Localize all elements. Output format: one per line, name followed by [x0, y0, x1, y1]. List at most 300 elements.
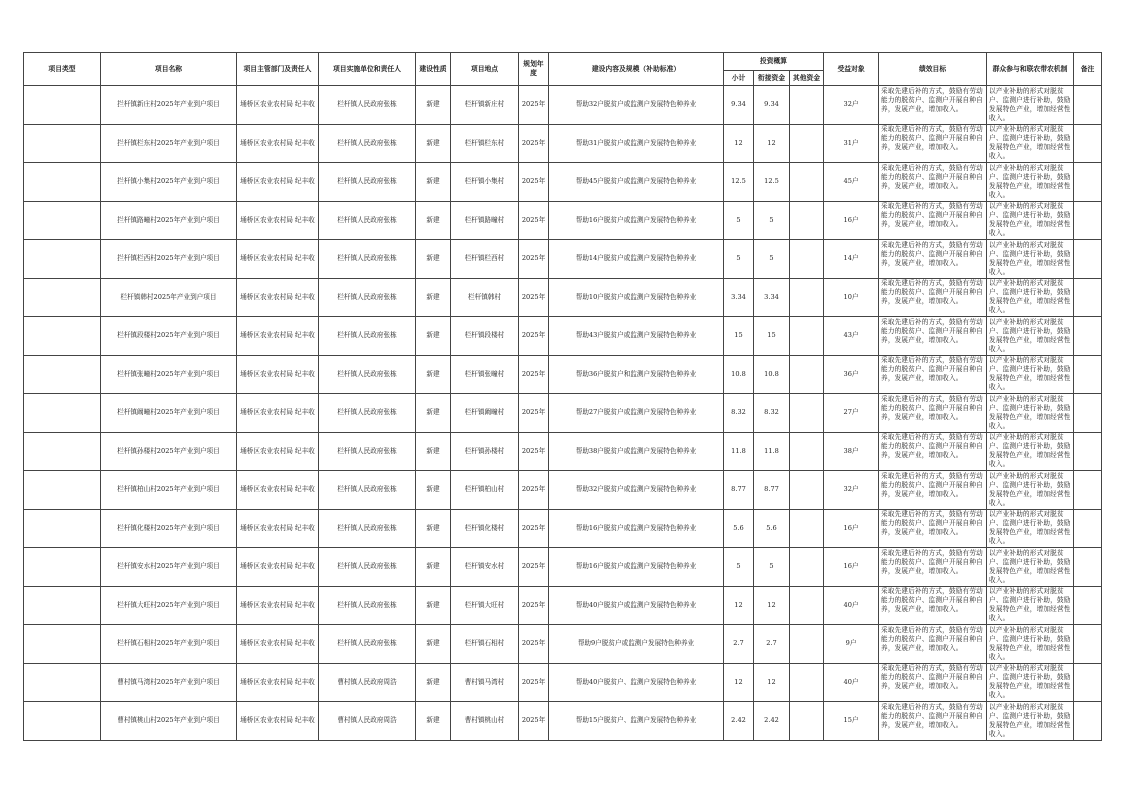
cell-nature: 新建: [416, 663, 451, 702]
cell-mech: [987, 702, 1074, 741]
cell-goal-text: 采取先建后补的方式，鼓励有劳动能力的脱贫户、监测户开展自种自养，发展产业，增加收入。: [881, 702, 983, 729]
cell-content: 帮助9户脱贫户或监测户发展特色种养业: [549, 625, 724, 664]
cell-goal: [879, 548, 987, 587]
cell-subtotal: 12: [724, 124, 754, 163]
header-place: 项目地点: [451, 53, 519, 86]
cell-place: 栏杆镇阚疃村: [451, 394, 519, 433]
cell-fund: 11.8: [754, 432, 790, 471]
cell-type: [24, 663, 101, 702]
cell-note: [1074, 240, 1102, 279]
cell-note: [1074, 278, 1102, 317]
cell-impl: 栏杆镇人民政府张栋: [319, 586, 416, 625]
table-row: [24, 317, 1102, 356]
table-row: [24, 86, 1102, 125]
cell-goal-text: 采取先建后补的方式，鼓励有劳动能力的脱贫户、监测户开展自种自养，发展产业，增加收入。: [881, 163, 983, 190]
cell-other: [790, 278, 824, 317]
cell-other: [790, 201, 824, 240]
cell-goal: [879, 586, 987, 625]
cell-benef: 32户: [824, 86, 879, 125]
cell-mech: [987, 278, 1074, 317]
cell-goal-text: 采取先建后补的方式，鼓励有劳动能力的脱贫户、监测户开展自种自养，发展产业，增加收入。: [881, 317, 983, 344]
cell-place: 栏杆镇柏山村: [451, 471, 519, 510]
cell-place: 栏杆镇大旺村: [451, 586, 519, 625]
cell-subtotal: 2.7: [724, 625, 754, 664]
cell-goal: [879, 702, 987, 741]
cell-subtotal: 8.77: [724, 471, 754, 510]
cell-subtotal: 5.6: [724, 509, 754, 548]
cell-dept: 埇桥区农业农村局 纪丰收: [237, 548, 319, 587]
cell-name: 曹村镇马湾村2025年产业到户项目: [101, 663, 237, 702]
cell-place: 曹村镇马湾村: [451, 663, 519, 702]
cell-name: 栏杆镇韩村2025年产业到户项目: [101, 278, 237, 317]
cell-fund: 2.7: [754, 625, 790, 664]
cell-goal: [879, 86, 987, 125]
cell-mech: [987, 548, 1074, 587]
cell-benef: 40户: [824, 586, 879, 625]
cell-fund: 9.34: [754, 86, 790, 125]
cell-benef: 40户: [824, 663, 879, 702]
cell-name: 拦杆镇新庄村2025年产业到户项目: [101, 86, 237, 125]
cell-goal-text: 采取先建后补的方式，鼓励有劳动能力的脱贫户、监测户开展自种自养，发展产业，增加收入。: [881, 356, 983, 382]
cell-nature: 新建: [416, 201, 451, 240]
cell-subtotal: 2.42: [724, 702, 754, 741]
cell-mech-text: 以产业补助的形式对脱贫户、监测户进行补助，鼓励发展特色产业，增加经营性收入。: [989, 471, 1071, 507]
table-row: [24, 432, 1102, 471]
table-row: [24, 201, 1102, 240]
header-invest: 投资概算: [724, 53, 824, 71]
header-impl: 项目实施单位和责任人: [319, 53, 416, 86]
cell-other: [790, 663, 824, 702]
cell-fund: 8.32: [754, 394, 790, 433]
cell-mech: [987, 201, 1074, 240]
cell-dept: 埇桥区农业农村局 纪丰收: [237, 201, 319, 240]
cell-type: [24, 163, 101, 202]
table-row: [24, 663, 1102, 702]
cell-impl: 栏杆镇人民政府张栋: [319, 355, 416, 394]
cell-type: [24, 548, 101, 587]
cell-fund: 5.6: [754, 509, 790, 548]
cell-goal-text: 采取先建后补的方式，鼓励有劳动能力的脱贫户、监测户开展自种自养，发展产业，增加收入。: [881, 202, 983, 228]
table-row: [24, 240, 1102, 279]
cell-fund: 5: [754, 240, 790, 279]
header-type: 项目类型: [24, 53, 101, 86]
table-row: [24, 586, 1102, 625]
cell-place: 栏杆镇路疃村: [451, 201, 519, 240]
cell-dept: 埇桥区农业农村局 纪丰收: [237, 663, 319, 702]
cell-mech: [987, 663, 1074, 702]
cell-place: 栏杆镇栏西村: [451, 240, 519, 279]
cell-note: [1074, 625, 1102, 664]
cell-subtotal: 12.5: [724, 163, 754, 202]
cell-nature: 新建: [416, 702, 451, 741]
cell-dept: 埇桥区农业农村局 纪丰收: [237, 124, 319, 163]
cell-dept: 埇桥区农业农村局 纪丰收: [237, 86, 319, 125]
cell-mech-text: 以产业补助的形式对脱贫户、监测户进行补助，鼓励发展特色产业，增加经营性收入。: [989, 433, 1071, 468]
cell-place: 栏杆镇新庄村: [451, 86, 519, 125]
header-goal: 绩效目标: [879, 53, 987, 86]
cell-nature: 新建: [416, 355, 451, 394]
table-row: [24, 625, 1102, 664]
cell-type: [24, 432, 101, 471]
cell-goal-text: 采取先建后补的方式，鼓励有劳动能力的脱贫户、监测户开展自种自养，发展产业，增加收入。: [881, 86, 983, 113]
cell-goal-text: 采取先建后补的方式，鼓励有劳动能力的脱贫户、监测户开展自种自养，发展产业，增加收入。: [881, 625, 983, 652]
cell-note: [1074, 355, 1102, 394]
cell-mech: [987, 625, 1074, 664]
cell-goal-text: 采取先建后补的方式，鼓励有劳动能力的脱贫户、监测户开展自种自养，发展产业，增加收入。: [881, 548, 983, 575]
cell-mech: [987, 355, 1074, 394]
cell-mech: [987, 432, 1074, 471]
cell-fund: 3.34: [754, 278, 790, 317]
cell-mech: [987, 317, 1074, 356]
cell-mech: [987, 86, 1074, 125]
cell-name: 栏杆镇阚疃村2025年产业到户项目: [101, 394, 237, 433]
cell-nature: 新建: [416, 586, 451, 625]
cell-dept: 埇桥区农业农村局 纪丰收: [237, 317, 319, 356]
table-row: [24, 124, 1102, 163]
cell-benef: 32户: [824, 471, 879, 510]
cell-place: 栏杆镇石相村: [451, 625, 519, 664]
cell-year: 2025年: [519, 702, 549, 741]
cell-impl: 栏杆镇人民政府张栋: [319, 278, 416, 317]
cell-goal: [879, 278, 987, 317]
cell-mech-text: 以产业补助的形式对脱贫户、监测户进行补助，鼓励发展特色产业，增加经营性收入。: [989, 163, 1071, 199]
cell-dept: 埇桥区农业农村局 纪丰收: [237, 471, 319, 510]
cell-nature: 新建: [416, 163, 451, 202]
cell-other: [790, 586, 824, 625]
cell-content: 帮助31户脱贫户或监测户发展特色种养业: [549, 124, 724, 163]
cell-subtotal: 5: [724, 240, 754, 279]
cell-impl: 栏杆镇人民政府张栋: [319, 86, 416, 125]
cell-content: 帮助14户脱贫户或监测户发展特色种养业: [549, 240, 724, 279]
cell-content: 帮助15户脱贫户、监测户发展特色种养业: [549, 702, 724, 741]
cell-goal-text: 采取先建后补的方式，鼓励有劳动能力的脱贫户、监测户开展自种自养，发展产业，增加收入。: [881, 471, 983, 498]
cell-other: [790, 355, 824, 394]
cell-name: 栏杆镇大旺村2025年产业到户项目: [101, 586, 237, 625]
cell-content: 帮助16户脱贫户或监测户发展特色种养业: [549, 201, 724, 240]
header-dept: 项目主管部门及责任人: [237, 53, 319, 86]
cell-benef: 15户: [824, 702, 879, 741]
cell-note: [1074, 86, 1102, 125]
cell-content: 帮助38户脱贫户或监测户发展特色种养业: [549, 432, 724, 471]
cell-content: 帮助27户脱贫户或监测户发展特色种养业: [549, 394, 724, 433]
cell-year: 2025年: [519, 432, 549, 471]
cell-year: 2025年: [519, 663, 549, 702]
cell-impl: 栏杆镇人民政府张栋: [319, 240, 416, 279]
table-row: [24, 355, 1102, 394]
cell-type: [24, 278, 101, 317]
cell-type: [24, 702, 101, 741]
cell-fund: 12.5: [754, 163, 790, 202]
cell-fund: 10.8: [754, 355, 790, 394]
cell-goal: [879, 471, 987, 510]
cell-impl: 栏杆镇人民政府张栋: [319, 471, 416, 510]
cell-mech-text: 以产业补助的形式对脱贫户、监测户进行补助，鼓励发展特色产业，增加经营性收入。: [989, 587, 1071, 622]
cell-year: 2025年: [519, 548, 549, 587]
cell-nature: 新建: [416, 625, 451, 664]
cell-goal-text: 采取先建后补的方式，鼓励有劳动能力的脱贫户、监测户开展自种自养，发展产业，增加收入。: [881, 433, 983, 459]
cell-fund: 12: [754, 663, 790, 702]
cell-mech: [987, 586, 1074, 625]
cell-name: 栏杆镇孙楼村2025年产业到户项目: [101, 432, 237, 471]
cell-place: 栏杆镇段楼村: [451, 317, 519, 356]
cell-mech-text: 以产业补助的形式对脱贫户、监测户进行补助，鼓励发展特色产业，增加经营性收入。: [989, 279, 1071, 314]
cell-other: [790, 471, 824, 510]
cell-fund: 12: [754, 124, 790, 163]
cell-other: [790, 394, 824, 433]
cell-type: [24, 625, 101, 664]
cell-goal-text: 采取先建后补的方式，鼓励有劳动能力的脱贫户、监测户开展自种自养，发展产业，增加收入。: [881, 664, 983, 690]
cell-goal-text: 采取先建后补的方式，鼓励有劳动能力的脱贫户、监测户开展自种自养，发展产业，增加收入。: [881, 510, 983, 536]
cell-fund: 15: [754, 317, 790, 356]
header-mech: 群众参与和联农带农机制: [987, 53, 1074, 86]
cell-dept: 埇桥区农业农村局 纪丰收: [237, 394, 319, 433]
cell-subtotal: 5: [724, 548, 754, 587]
cell-mech: [987, 471, 1074, 510]
cell-type: [24, 586, 101, 625]
cell-name: 拦杆镇小集村2025年产业到户项目: [101, 163, 237, 202]
cell-year: 2025年: [519, 163, 549, 202]
cell-note: [1074, 663, 1102, 702]
cell-note: [1074, 163, 1102, 202]
cell-nature: 新建: [416, 278, 451, 317]
cell-impl: 曹村镇人民政府周浩: [319, 663, 416, 702]
cell-mech-text: 以产业补助的形式对脱贫户、监测户进行补助，鼓励发展特色产业，增加经营性收入。: [989, 356, 1071, 391]
cell-content: 帮助32户脱贫户或监测户发展特色种养业: [549, 471, 724, 510]
cell-other: [790, 124, 824, 163]
cell-impl: 栏杆镇人民政府张栋: [319, 432, 416, 471]
cell-dept: 埇桥区农业农村局 纪丰收: [237, 432, 319, 471]
cell-name: 栏杆镇化楼村2025年产业到户项目: [101, 509, 237, 548]
cell-benef: 10户: [824, 278, 879, 317]
cell-benef: 16户: [824, 201, 879, 240]
cell-nature: 新建: [416, 394, 451, 433]
cell-other: [790, 317, 824, 356]
cell-mech: [987, 394, 1074, 433]
cell-year: 2025年: [519, 124, 549, 163]
cell-name: 栏杆镇安水村2025年产业到户项目: [101, 548, 237, 587]
cell-year: 2025年: [519, 317, 549, 356]
table-row: [24, 509, 1102, 548]
cell-nature: 新建: [416, 471, 451, 510]
cell-year: 2025年: [519, 625, 549, 664]
cell-goal: [879, 394, 987, 433]
cell-type: [24, 240, 101, 279]
cell-type: [24, 471, 101, 510]
cell-place: 栏杆镇安水村: [451, 548, 519, 587]
cell-impl: 栏杆镇人民政府张栋: [319, 201, 416, 240]
cell-dept: 埇桥区农业农村局 纪丰收: [237, 702, 319, 741]
cell-note: [1074, 201, 1102, 240]
cell-note: [1074, 124, 1102, 163]
cell-mech-text: 以产业补助的形式对脱贫户、监测户进行补助，鼓励发展特色产业，增加经营性收入。: [989, 125, 1071, 160]
cell-dept: 埇桥区农业农村局 纪丰收: [237, 355, 319, 394]
header-content: 建设内容及规模（补助标准）: [549, 53, 724, 86]
cell-other: [790, 548, 824, 587]
cell-note: [1074, 509, 1102, 548]
cell-year: 2025年: [519, 394, 549, 433]
cell-goal-text: 采取先建后补的方式，鼓励有劳动能力的脱贫户、监测户开展自种自养，发展产业，增加收入。: [881, 125, 983, 151]
cell-goal: [879, 163, 987, 202]
cell-year: 2025年: [519, 509, 549, 548]
cell-benef: 36户: [824, 355, 879, 394]
cell-goal: [879, 240, 987, 279]
cell-subtotal: 9.34: [724, 86, 754, 125]
cell-subtotal: 12: [724, 663, 754, 702]
cell-year: 2025年: [519, 355, 549, 394]
cell-type: [24, 394, 101, 433]
cell-mech-text: 以产业补助的形式对脱贫户、监测户进行补助，鼓励发展特色产业，增加经营性收入。: [989, 394, 1071, 430]
header-subtotal: 小计: [724, 71, 754, 86]
cell-impl: 栏杆镇人民政府张栋: [319, 509, 416, 548]
cell-content: 帮助40户脱贫户、监测户发展特色种养业: [549, 663, 724, 702]
cell-type: [24, 124, 101, 163]
cell-impl: 栏杆镇人民政府张栋: [319, 394, 416, 433]
cell-mech-text: 以产业补助的形式对脱贫户、监测户进行补助，鼓励发展特色产业，增加经营性收入。: [989, 510, 1071, 545]
cell-subtotal: 15: [724, 317, 754, 356]
cell-note: [1074, 394, 1102, 433]
cell-year: 2025年: [519, 471, 549, 510]
cell-goal: [879, 355, 987, 394]
cell-mech: [987, 509, 1074, 548]
cell-name: 栏杆镇段楼村2025年产业到户项目: [101, 317, 237, 356]
cell-nature: 新建: [416, 317, 451, 356]
cell-place: 曹村镇桃山村: [451, 702, 519, 741]
cell-goal-text: 采取先建后补的方式，鼓励有劳动能力的脱贫户、监测户开展自种自养，发展产业，增加收入。: [881, 394, 983, 421]
cell-nature: 新建: [416, 240, 451, 279]
cell-subtotal: 11.8: [724, 432, 754, 471]
cell-dept: 埇桥区农业农村局 纪丰收: [237, 509, 319, 548]
cell-subtotal: 5: [724, 201, 754, 240]
cell-year: 2025年: [519, 586, 549, 625]
cell-nature: 新建: [416, 124, 451, 163]
cell-name: 栏杆镇石相村2025年产业到户项目: [101, 625, 237, 664]
cell-fund: 2.42: [754, 702, 790, 741]
cell-mech-text: 以产业补助的形式对脱贫户、监测户进行补助，鼓励发展特色产业，增加经营性收入。: [989, 548, 1071, 584]
cell-content: 帮助43户脱贫户或监测户发展特色种养业: [549, 317, 724, 356]
cell-type: [24, 355, 101, 394]
cell-place: 栏杆镇栏东村: [451, 124, 519, 163]
table-row: [24, 471, 1102, 510]
cell-year: 2025年: [519, 86, 549, 125]
cell-subtotal: 12: [724, 586, 754, 625]
cell-year: 2025年: [519, 278, 549, 317]
cell-fund: 12: [754, 586, 790, 625]
cell-mech-text: 以产业补助的形式对脱贫户、监测户进行补助，鼓励发展特色产业，增加经营性收入。: [989, 702, 1071, 738]
project-table: [23, 52, 1102, 741]
cell-other: [790, 163, 824, 202]
cell-benef: 31户: [824, 124, 879, 163]
header-name: 项目名称: [101, 53, 237, 86]
cell-content: 帮助10户脱贫户或监测户发展特色种养业: [549, 278, 724, 317]
cell-mech: [987, 124, 1074, 163]
cell-place: 栏杆镇化楼村: [451, 509, 519, 548]
cell-place: 栏杆镇张疃村: [451, 355, 519, 394]
cell-benef: 45户: [824, 163, 879, 202]
cell-subtotal: 3.34: [724, 278, 754, 317]
cell-goal: [879, 663, 987, 702]
cell-content: 帮助45户脱贫户或监测户发展特色种养业: [549, 163, 724, 202]
header-note: 备注: [1074, 53, 1102, 86]
cell-nature: 新建: [416, 548, 451, 587]
cell-dept: 埇桥区农业农村局 纪丰收: [237, 163, 319, 202]
cell-mech-text: 以产业补助的形式对脱贫户、监测户进行补助，鼓励发展特色产业，增加经营性收入。: [989, 202, 1071, 237]
cell-dept: 埇桥区农业农村局 纪丰收: [237, 240, 319, 279]
cell-name: 拦杆镇路疃村2025年产业到户项目: [101, 201, 237, 240]
cell-name: 栏杆镇张疃村2025年产业到户项目: [101, 355, 237, 394]
cell-dept: 埇桥区农业农村局 纪丰收: [237, 278, 319, 317]
cell-other: [790, 432, 824, 471]
cell-impl: 栏杆镇人民政府张栋: [319, 163, 416, 202]
cell-note: [1074, 317, 1102, 356]
cell-fund: 8.77: [754, 471, 790, 510]
cell-benef: 27户: [824, 394, 879, 433]
cell-nature: 新建: [416, 509, 451, 548]
cell-type: [24, 317, 101, 356]
cell-place: 栏杆镇小集村: [451, 163, 519, 202]
cell-goal: [879, 432, 987, 471]
table-row: [24, 702, 1102, 741]
cell-impl: 曹村镇人民政府周浩: [319, 702, 416, 741]
cell-mech: [987, 240, 1074, 279]
cell-other: [790, 509, 824, 548]
cell-mech-text: 以产业补助的形式对脱贫户、监测户进行补助，鼓励发展特色产业，增加经营性收入。: [989, 240, 1071, 276]
cell-goal-text: 采取先建后补的方式，鼓励有劳动能力的脱贫户、监测户开展自种自养，发展产业，增加收入。: [881, 587, 983, 613]
cell-content: 帮助32户脱贫户或监测户发展特色种养业: [549, 86, 724, 125]
cell-dept: 埇桥区农业农村局 纪丰收: [237, 625, 319, 664]
header-row: [24, 53, 1102, 71]
cell-benef: 16户: [824, 509, 879, 548]
cell-impl: 栏杆镇人民政府张栋: [319, 124, 416, 163]
cell-note: [1074, 432, 1102, 471]
header-year: 规划年度: [519, 53, 549, 86]
cell-note: [1074, 586, 1102, 625]
cell-goal-text: 采取先建后补的方式，鼓励有劳动能力的脱贫户、监测户开展自种自养，发展产业，增加收入。: [881, 279, 983, 305]
cell-goal: [879, 124, 987, 163]
cell-year: 2025年: [519, 201, 549, 240]
cell-goal: [879, 625, 987, 664]
cell-note: [1074, 471, 1102, 510]
cell-fund: 5: [754, 201, 790, 240]
table-row: [24, 394, 1102, 433]
cell-mech-text: 以产业补助的形式对脱贫户、监测户进行补助，鼓励发展特色产业，增加经营性收入。: [989, 625, 1071, 661]
cell-benef: 14户: [824, 240, 879, 279]
cell-benef: 43户: [824, 317, 879, 356]
cell-subtotal: 10.8: [724, 355, 754, 394]
cell-other: [790, 625, 824, 664]
header-nature: 建设性质: [416, 53, 451, 86]
cell-goal: [879, 201, 987, 240]
table-row: [24, 548, 1102, 587]
header-benef: 受益对象: [824, 53, 879, 86]
cell-note: [1074, 548, 1102, 587]
cell-subtotal: 8.32: [724, 394, 754, 433]
cell-benef: 38户: [824, 432, 879, 471]
cell-other: [790, 86, 824, 125]
cell-impl: 栏杆镇人民政府张栋: [319, 548, 416, 587]
cell-type: [24, 86, 101, 125]
cell-name: 栏杆镇柏山村2025年产业到户项目: [101, 471, 237, 510]
cell-mech-text: 以产业补助的形式对脱贫户、监测户进行补助，鼓励发展特色产业，增加经营性收入。: [989, 317, 1071, 353]
cell-goal-text: 采取先建后补的方式，鼓励有劳动能力的脱贫户、监测户开展自种自养，发展产业，增加收入。: [881, 240, 983, 267]
cell-place: 栏杆镇韩村: [451, 278, 519, 317]
header-fund: 衔接资金: [754, 71, 790, 86]
cell-impl: 栏杆镇人民政府张栋: [319, 317, 416, 356]
table-row: [24, 278, 1102, 317]
cell-name: 拦杆镇栏东村2025年产业到户项目: [101, 124, 237, 163]
cell-name: 拦杆镇栏西村2025年产业到户项目: [101, 240, 237, 279]
cell-other: [790, 702, 824, 741]
cell-type: [24, 201, 101, 240]
